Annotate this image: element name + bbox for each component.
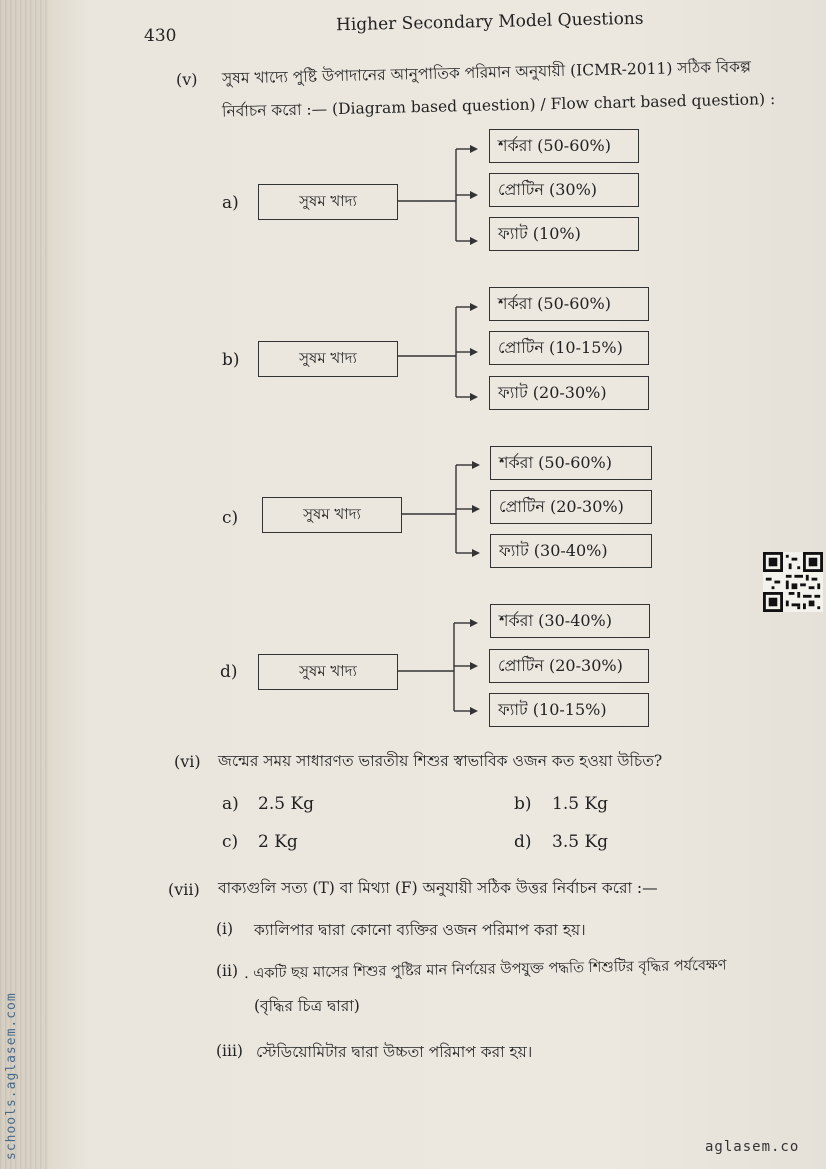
option-b-item-protein: প্রোটিন (10-15%) [489, 331, 649, 365]
side-watermark: schools.aglasem.com [4, 992, 19, 1160]
option-a-item-carb: শর্করা (50-60%) [489, 129, 639, 163]
statement-3-text: স্টেডিয়োমিটার দ্বারা উচ্চতা পরিমাপ করা হয়। [256, 1043, 533, 1061]
option-d-connector [398, 612, 490, 722]
option-b-letter: b) [222, 350, 240, 370]
statement-3-num: (iii) [216, 1042, 243, 1060]
q6-option-b-value: 1.5 Kg [552, 794, 609, 814]
bottom-watermark: aglasem.co [705, 1139, 800, 1155]
q6-option-d-letter: d) [514, 832, 532, 852]
statement-2-num: (ii) [216, 962, 239, 980]
q6-option-a-value: 2.5 Kg [258, 794, 315, 814]
option-d-center-box: সুষম খাদ্য [258, 654, 398, 690]
option-c-item-carb: শর্করা (50-60%) [490, 446, 652, 480]
page-number: 430 [144, 26, 177, 46]
qr-code[interactable] [763, 552, 823, 612]
question-number-vi: (vi) [174, 752, 201, 771]
option-c-connector [402, 456, 494, 566]
question-vii-text: বাক্যগুলি সত্য (T) বা মিথ্যা (F) অনুযায়ী সঠিক উত্তর নির্বাচন করো :— [218, 879, 658, 897]
question-vi-text: জন্মের সময় সাধারণত ভারতীয় শিশুর স্বাভাবিক ওজন কত হওয়া উচিত? [218, 752, 663, 770]
statement-1-text: ক্যালিপার দ্বারা কোনো ব্যক্তির ওজন পরিমাপ করা হয়। [254, 921, 586, 939]
statement-2-text: . একটি ছয় মাসের শিশুর পুষ্টির মান নির্ণয়ের উপযুক্ত পদ্ধতি শিশুটির বৃদ্ধির পর্যবেক্ষণ [243, 957, 727, 982]
option-c-item-protein: প্রোটিন (20-30%) [490, 490, 652, 524]
option-a-item-fat: ফ্যাট (10%) [489, 217, 639, 251]
question-number-vii: (vii) [168, 880, 200, 899]
option-a-center-box: সুষম খাদ্য [258, 184, 398, 220]
q6-option-b-letter: b) [514, 794, 532, 814]
option-c-center-box: সুষম খাদ্য [262, 497, 402, 533]
option-d-item-fat: ফ্যাট (10-15%) [489, 693, 649, 727]
option-d-item-carb: শর্করা (30-40%) [490, 604, 650, 638]
statement-1-num: (i) [216, 920, 234, 938]
question-v-text-line1: সুষম খাদ্যে পুষ্টি উপাদানের আনুপাতিক পরিমান অনুযায়ী (ICMR-2011) সঠিক বিকল্প [221, 57, 752, 88]
question-number-v: (v) [176, 70, 198, 89]
statement-2-continuation: (বৃদ্ধির চিত্র দ্বারা) [254, 997, 360, 1015]
option-b-item-carb: শর্করা (50-60%) [489, 287, 649, 321]
option-a-letter: a) [222, 193, 239, 213]
q6-option-c-letter: c) [222, 832, 239, 852]
question-v-text-line2: নির্বাচন করো :— (Diagram based question) / Flow chart based question) : [221, 90, 776, 121]
option-d-item-protein: প্রোটিন (20-30%) [489, 649, 649, 683]
q6-option-d-value: 3.5 Kg [552, 832, 609, 852]
q6-option-a-letter: a) [222, 794, 239, 814]
option-c-letter: c) [222, 508, 239, 528]
option-b-center-box: সুষম খাদ্য [258, 341, 398, 377]
option-c-item-fat: ফ্যাট (30-40%) [490, 534, 652, 568]
option-a-item-protein: প্রোটিন (30%) [489, 173, 639, 207]
option-b-item-fat: ফ্যাট (20-30%) [489, 376, 649, 410]
running-title: Higher Secondary Model Questions [335, 8, 644, 36]
option-d-letter: d) [220, 662, 238, 682]
option-a-connector [398, 140, 490, 250]
option-b-connector [398, 298, 490, 408]
q6-option-c-value: 2 Kg [258, 832, 298, 852]
